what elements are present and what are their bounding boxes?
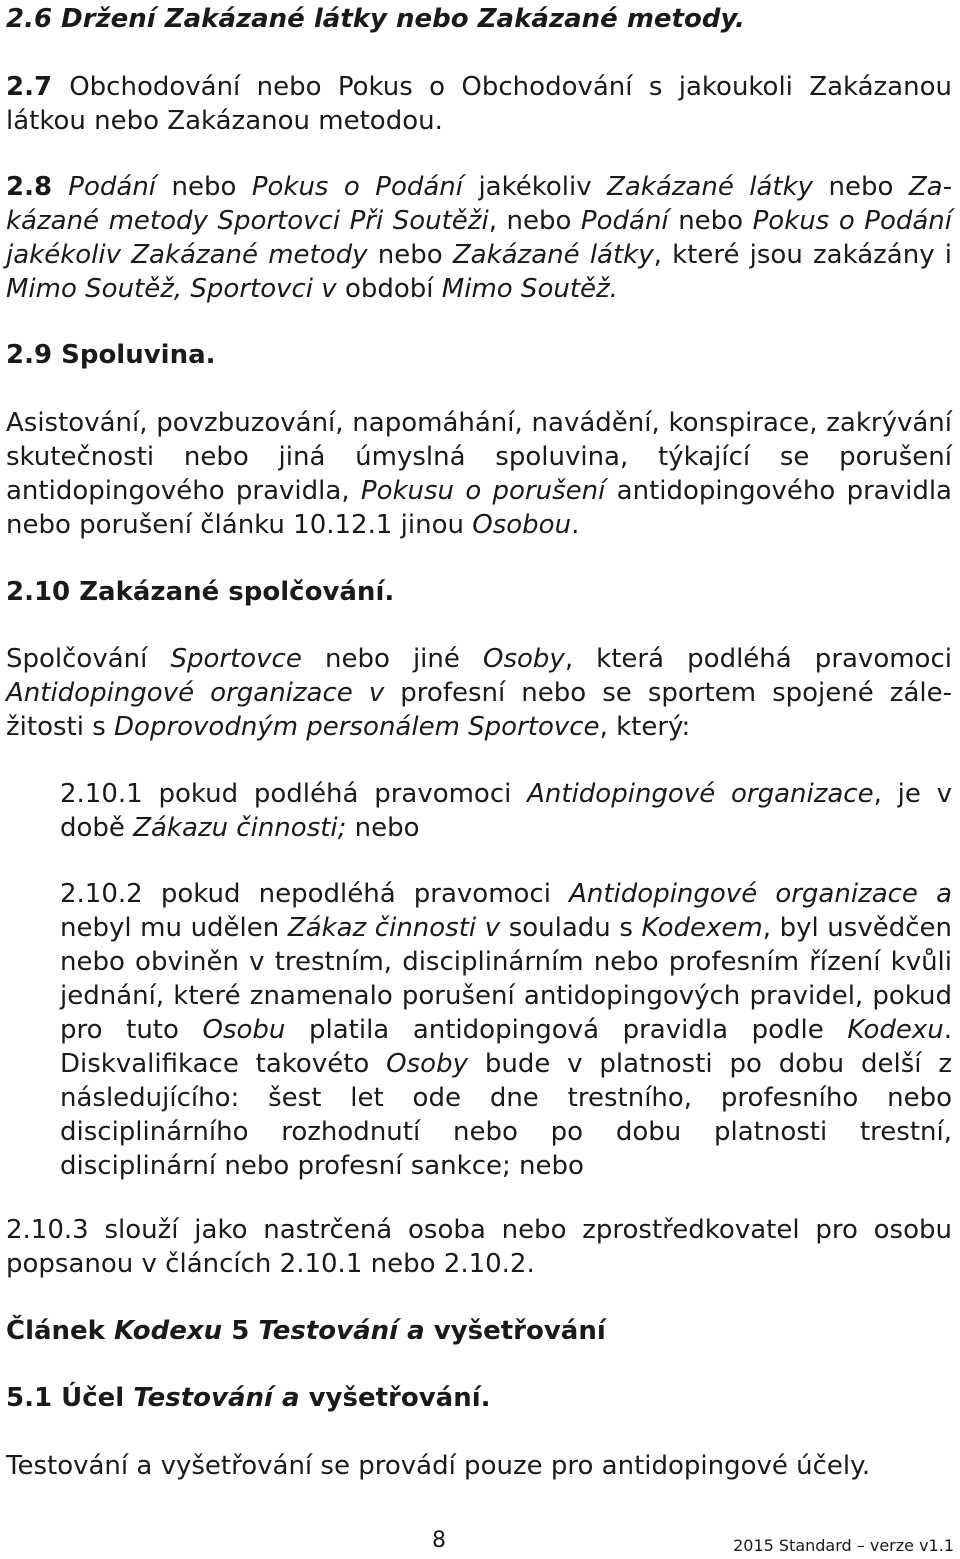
section-2-9-heading: 2.9 Spoluvina. <box>6 340 216 370</box>
text-run: 5.1 Účel <box>6 1383 134 1413</box>
text-run: nebo <box>668 206 753 236</box>
text-run: Osobou <box>472 510 572 540</box>
section-2-10-body <box>6 642 952 744</box>
text-run: Antidopingové organizace a <box>569 879 952 909</box>
text-run: 2.8 <box>6 172 69 202</box>
text-run: platila antidopingová pravidla podle <box>285 1015 848 1045</box>
footer-edition: 2015 Standard – verze v1.1 <box>733 1536 954 1555</box>
text-run: nebo <box>346 813 420 843</box>
text-run: 2.10.1 pokud podléhá pravomoci <box>60 779 528 809</box>
text-run: Kodexem <box>641 913 763 943</box>
text-run: souladu s <box>500 913 642 943</box>
text-run: nebyl mu udělen <box>60 913 288 943</box>
text-run: nebo jiné <box>301 644 483 674</box>
text-run: Antidopingové organizace <box>527 779 874 809</box>
section-2-8 <box>6 170 952 306</box>
text-run: Osoby <box>483 644 565 674</box>
text-run: jakékoliv Zakázané metody <box>6 240 368 270</box>
section-5-1-body: Testování a vyšetřování se provádí pouze pro antidopingové účely. <box>6 1451 871 1481</box>
text-run: . <box>571 510 580 540</box>
text-run: Obchodování nebo Pokus o Obchodování s jakoukoli Zakázanou látkou nebo Zakázanou metodou. <box>6 72 952 136</box>
text-run: 2.10.2 pokud nepodléhá pravomoci <box>60 879 570 909</box>
text-run: nebo <box>367 240 453 270</box>
section-5-1-heading <box>6 1381 952 1415</box>
section-2-10-3 <box>6 1213 952 1281</box>
section-2-7 <box>6 70 952 138</box>
text-run: Pokusu o porušení <box>360 476 606 506</box>
text-run: Kodexu <box>114 1316 223 1346</box>
text-run: Asistování, povzbuzování, napomáhání, navádění, konspirace, zakrývání skutečnosti nebo jiná úmyslná spoluvina, týkající se porušení antidopingového pravidla, <box>6 408 952 506</box>
text-run: 2.7 <box>6 72 70 102</box>
text-run: , které jsou zakázány i <box>653 240 953 270</box>
text-run: Spolčování <box>6 644 171 674</box>
text-run: , která podléhá pravomoci <box>564 644 952 674</box>
text-run: Testování a <box>258 1316 425 1346</box>
text-run: Osoby <box>386 1049 468 1079</box>
text-run: Zakázané metody Sportovci Při Soutěži <box>6 172 952 236</box>
section-2-9-body <box>6 406 952 542</box>
text-run: , byl usvědčen nebo obviněn v trestním, disciplinárním nebo profesním řízení kvůli jednání, které znamenalo porušení antidopingových pravidel, pokud pro tuto <box>60 913 952 1045</box>
text-run: Pokus o Podání <box>752 206 953 236</box>
text-run: Testování a <box>133 1383 300 1413</box>
text-run: 2.10.3 slouží jako nastrčená osoba nebo zprostředkovatel pro osobu popsanou v článcích 2.10.1 nebo 2.10.2. <box>6 1215 952 1279</box>
text-run: . Diskvalifikace takovéto <box>60 1015 952 1079</box>
text-run: Kodexu <box>847 1015 944 1045</box>
text-run: Osobu <box>202 1015 286 1045</box>
text-run: , je v době <box>60 779 952 843</box>
text-run: nebo <box>813 172 909 202</box>
text-run: období <box>336 274 442 304</box>
text-run: Sportovce <box>170 644 302 674</box>
text-run: Podání <box>68 172 157 202</box>
text-run: Zákazu činnosti; <box>133 813 347 843</box>
text-run: Pokus o Podání <box>251 172 463 202</box>
text-run: Článek <box>6 1316 115 1346</box>
article-5-heading <box>6 1314 952 1348</box>
text-run: 5 <box>222 1316 259 1346</box>
text-run: Podání <box>580 206 669 236</box>
text-run: jakékoliv <box>463 172 608 202</box>
text-run: Doprovodným personálem Sportovce <box>114 712 600 742</box>
text-run: Zákaz činnosti v <box>287 913 501 943</box>
section-2-10-2 <box>60 877 952 1183</box>
text-run: profesní nebo se sportem spojené záležitosti s <box>6 678 952 742</box>
section-2-10-heading: 2.10 Zakázané spolčování. <box>6 577 395 607</box>
text-run: vyšetřování <box>424 1316 606 1346</box>
text-run: 2.6 Držení Zakázané látky nebo Zakázané metody. <box>6 4 745 34</box>
text-run: Mimo Soutěž, Sportovci v <box>6 274 337 304</box>
text-run: Zakázané látky <box>607 172 814 202</box>
text-run: , který: <box>599 712 691 742</box>
text-run: Antidopingové organizace v <box>6 678 385 708</box>
text-run: Mimo Soutěž. <box>441 274 618 304</box>
page-number: 8 <box>432 1528 446 1553</box>
section-2-6 <box>6 2 952 36</box>
section-2-10-1 <box>60 777 952 845</box>
text-run: antidopingového pravidla nebo porušení článku 10.12.1 jinou <box>6 476 952 540</box>
text-run: vyšetřování. <box>299 1383 491 1413</box>
text-run: , nebo <box>488 206 581 236</box>
text-run: bude v platnosti po dobu delší z následujícího: šest let ode dne trestního, profesního nebo disciplinárního rozhodnutí nebo po dobu platnosti trestní, disciplinární nebo profesní sankce; nebo <box>60 1049 952 1181</box>
text-run: nebo <box>156 172 252 202</box>
text-run: Zakázané látky <box>452 240 654 270</box>
